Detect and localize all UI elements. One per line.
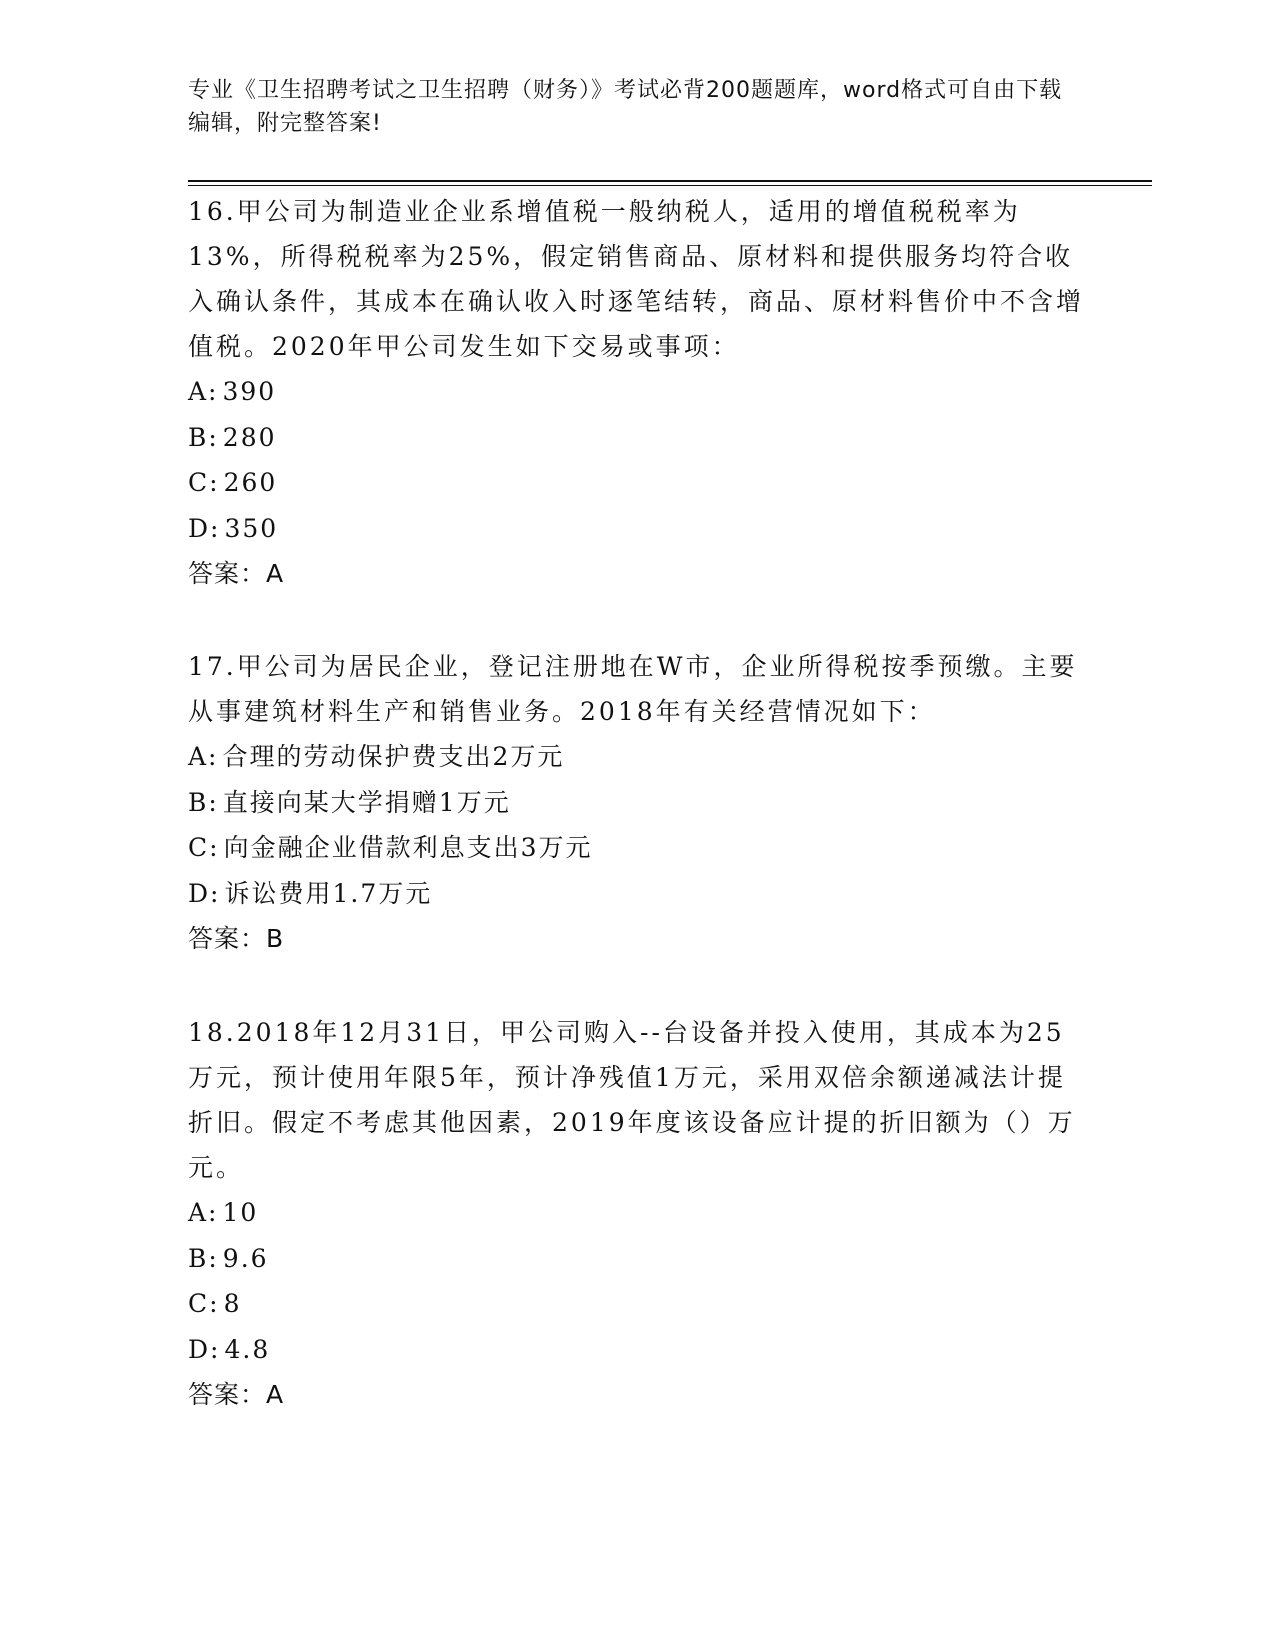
option-text: 向金融企业借款利息支出3万元 bbox=[223, 833, 593, 862]
question-stem: 17.甲公司为居民企业，登记注册地在W市，企业所得税按季预缴。主要从事建筑材料生产和销售业务。2018年有关经营情况如下： bbox=[188, 652, 1078, 726]
question-stem: 16.甲公司为制造业企业系增值税一般纳税人，适用的增值税税率为13%，所得税税率为25%，假定销售商品、原材料和提供服务均符合收入确认条件，其成本在确认收入时逐笔结转，商品、原材料售价中不含增值税。2020年甲公司发生如下交易或事项： bbox=[188, 197, 1085, 361]
option-text: 诉讼费用1.7万元 bbox=[224, 878, 433, 908]
option-label: C: bbox=[188, 833, 220, 862]
header-divider-thick bbox=[188, 180, 1152, 182]
option-a bbox=[188, 1190, 1088, 1236]
option-text: 4.8 bbox=[224, 1334, 271, 1364]
option-d bbox=[188, 506, 1088, 552]
option-text: 10 bbox=[222, 1198, 259, 1227]
option-b bbox=[188, 780, 1088, 826]
option-a bbox=[188, 369, 1088, 415]
question-17 bbox=[188, 644, 1088, 962]
option-c bbox=[188, 460, 1088, 506]
header-divider-thin bbox=[188, 185, 1152, 186]
option-b bbox=[188, 415, 1088, 461]
document-header: 专业《卫生招聘考试之卫生招聘（财务）》考试必背200题题库，word格式可自由下载编辑，附完整答案! bbox=[188, 78, 1063, 136]
option-label: B: bbox=[188, 787, 219, 817]
option-d bbox=[188, 871, 1088, 917]
question-18 bbox=[188, 1010, 1088, 1418]
option-label: A: bbox=[188, 377, 219, 406]
option-text: 8 bbox=[223, 1289, 242, 1318]
option-text: 350 bbox=[224, 513, 279, 543]
option-b bbox=[188, 1236, 1088, 1282]
question-stem: 18.2018年12月31日，甲公司购入--台设备并投入使用，其成本为25万元，预计使用年限5年，预计净残值1万元，采用双倍余额递减法计提折旧。假定不考虑其他因素，2019年度该设备应计提的折旧额为（）万元。 bbox=[188, 1018, 1076, 1182]
answer-line: 答案：A bbox=[188, 559, 285, 588]
option-text: 280 bbox=[222, 422, 277, 452]
question-16 bbox=[188, 189, 1088, 597]
option-label: D: bbox=[188, 1334, 221, 1364]
answer-line: 答案：B bbox=[188, 924, 285, 953]
option-label: C: bbox=[188, 468, 220, 497]
option-label: A: bbox=[188, 1198, 219, 1227]
option-label: C: bbox=[188, 1289, 220, 1318]
option-d bbox=[188, 1327, 1088, 1373]
option-text: 直接向某大学捐赠1万元 bbox=[222, 787, 511, 817]
option-label: D: bbox=[188, 878, 221, 908]
option-c bbox=[188, 825, 1088, 871]
option-a bbox=[188, 734, 1088, 780]
option-text: 合理的劳动保护费支出2万元 bbox=[222, 742, 565, 771]
option-text: 9.6 bbox=[222, 1243, 269, 1273]
option-label: B: bbox=[188, 1243, 219, 1273]
option-label: A: bbox=[188, 742, 219, 771]
option-label: B: bbox=[188, 422, 219, 452]
option-text: 390 bbox=[222, 377, 277, 406]
option-c bbox=[188, 1281, 1088, 1327]
answer-line: 答案：A bbox=[188, 1380, 285, 1409]
option-label: D: bbox=[188, 513, 221, 543]
option-text: 260 bbox=[223, 468, 278, 497]
